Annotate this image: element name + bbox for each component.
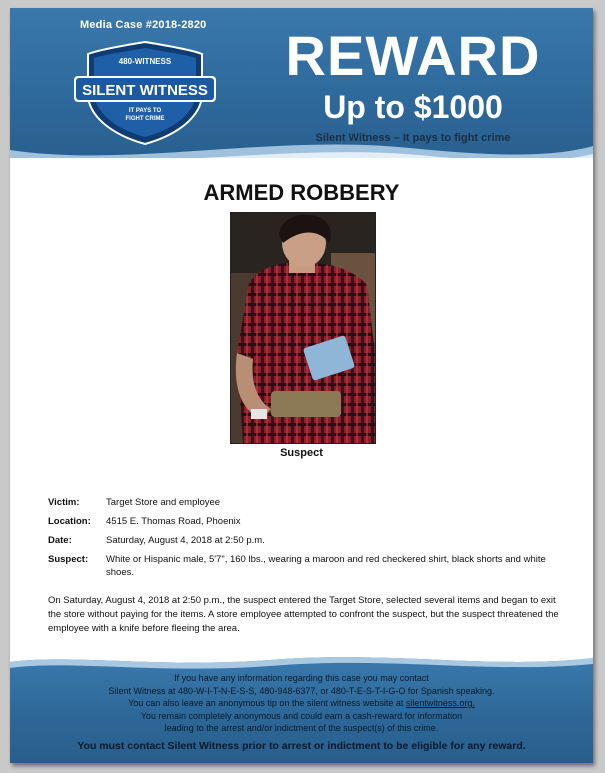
footer-line: Silent Witness at 480-W-I-T-N-E-S-S, 480-948-6377, or 480-T-E-S-T-I-G-O for Spanish speaking. <box>108 685 495 696</box>
header-banner <box>10 8 593 158</box>
detail-value: White or Hispanic male, 5'7", 160 lbs., wearing a maroon and red checkered shirt, black shorts and white shoes. <box>106 554 546 578</box>
case-details <box>48 496 568 585</box>
detail-row-location <box>48 515 568 528</box>
tagline: Silent Witness – It pays to fight crime <box>315 132 511 144</box>
footer-line: You remain completely anonymous and could earn a cash-reward for information <box>140 710 463 721</box>
detail-label: Location: <box>48 516 91 527</box>
flyer-page <box>10 8 593 763</box>
footer-banner <box>10 648 593 763</box>
media-case-number: Media Case #2018-2820 <box>80 19 207 31</box>
reward-heading: REWARD <box>285 24 541 87</box>
detail-row-victim <box>48 496 568 509</box>
suspect-photo-image <box>231 213 375 443</box>
footer-line: leading to the arrest and/or indictment of the suspect(s) of this crime. <box>164 723 439 733</box>
suspect-photo <box>230 212 376 444</box>
detail-value: 4515 E. Thomas Road, Phoenix <box>106 516 241 527</box>
footer-line: If you have any information regarding this case you may contact <box>174 673 429 683</box>
detail-value: Target Store and employee <box>106 497 221 508</box>
svg-text:SILENT WITNESS: SILENT WITNESS <box>82 82 208 99</box>
silent-witness-logo <box>70 36 220 148</box>
detail-label: Victim: <box>48 497 80 508</box>
detail-label: Date: <box>48 535 72 546</box>
svg-text:480-WITNESS: 480-WITNESS <box>118 57 172 66</box>
detail-value: Saturday, August 4, 2018 at 2:50 p.m. <box>106 535 265 546</box>
footer-line-prefix: You can also leave an anonymous tip on the silent witness website at <box>128 698 406 708</box>
incident-narrative: On Saturday, August 4, 2018 at 2:50 p.m., the suspect entered the Target Store, selected several items and began to exit the store without paying for the items. A store employee attempted to confront the suspect, but the suspect threatened the employee with a knife before fleeing the area. <box>48 595 559 634</box>
reward-eligibility-notice: You must contact Silent Witness prior to arrest or indictment to be eligible for any reward. <box>77 740 526 752</box>
reward-amount: Up to $1000 <box>323 89 503 125</box>
detail-row-date <box>48 534 568 547</box>
photo-caption: Suspect <box>280 447 323 459</box>
footer-contact-info <box>30 672 573 735</box>
svg-text:IT PAYS TO: IT PAYS TO <box>128 108 162 114</box>
website-link[interactable]: silentwitness.org. <box>405 698 475 708</box>
detail-label: Suspect: <box>48 554 89 565</box>
svg-text:FIGHT CRIME: FIGHT CRIME <box>125 116 165 122</box>
crime-title: ARMED ROBBERY <box>203 180 400 205</box>
detail-row-suspect <box>48 553 568 579</box>
footer-line <box>30 697 573 710</box>
